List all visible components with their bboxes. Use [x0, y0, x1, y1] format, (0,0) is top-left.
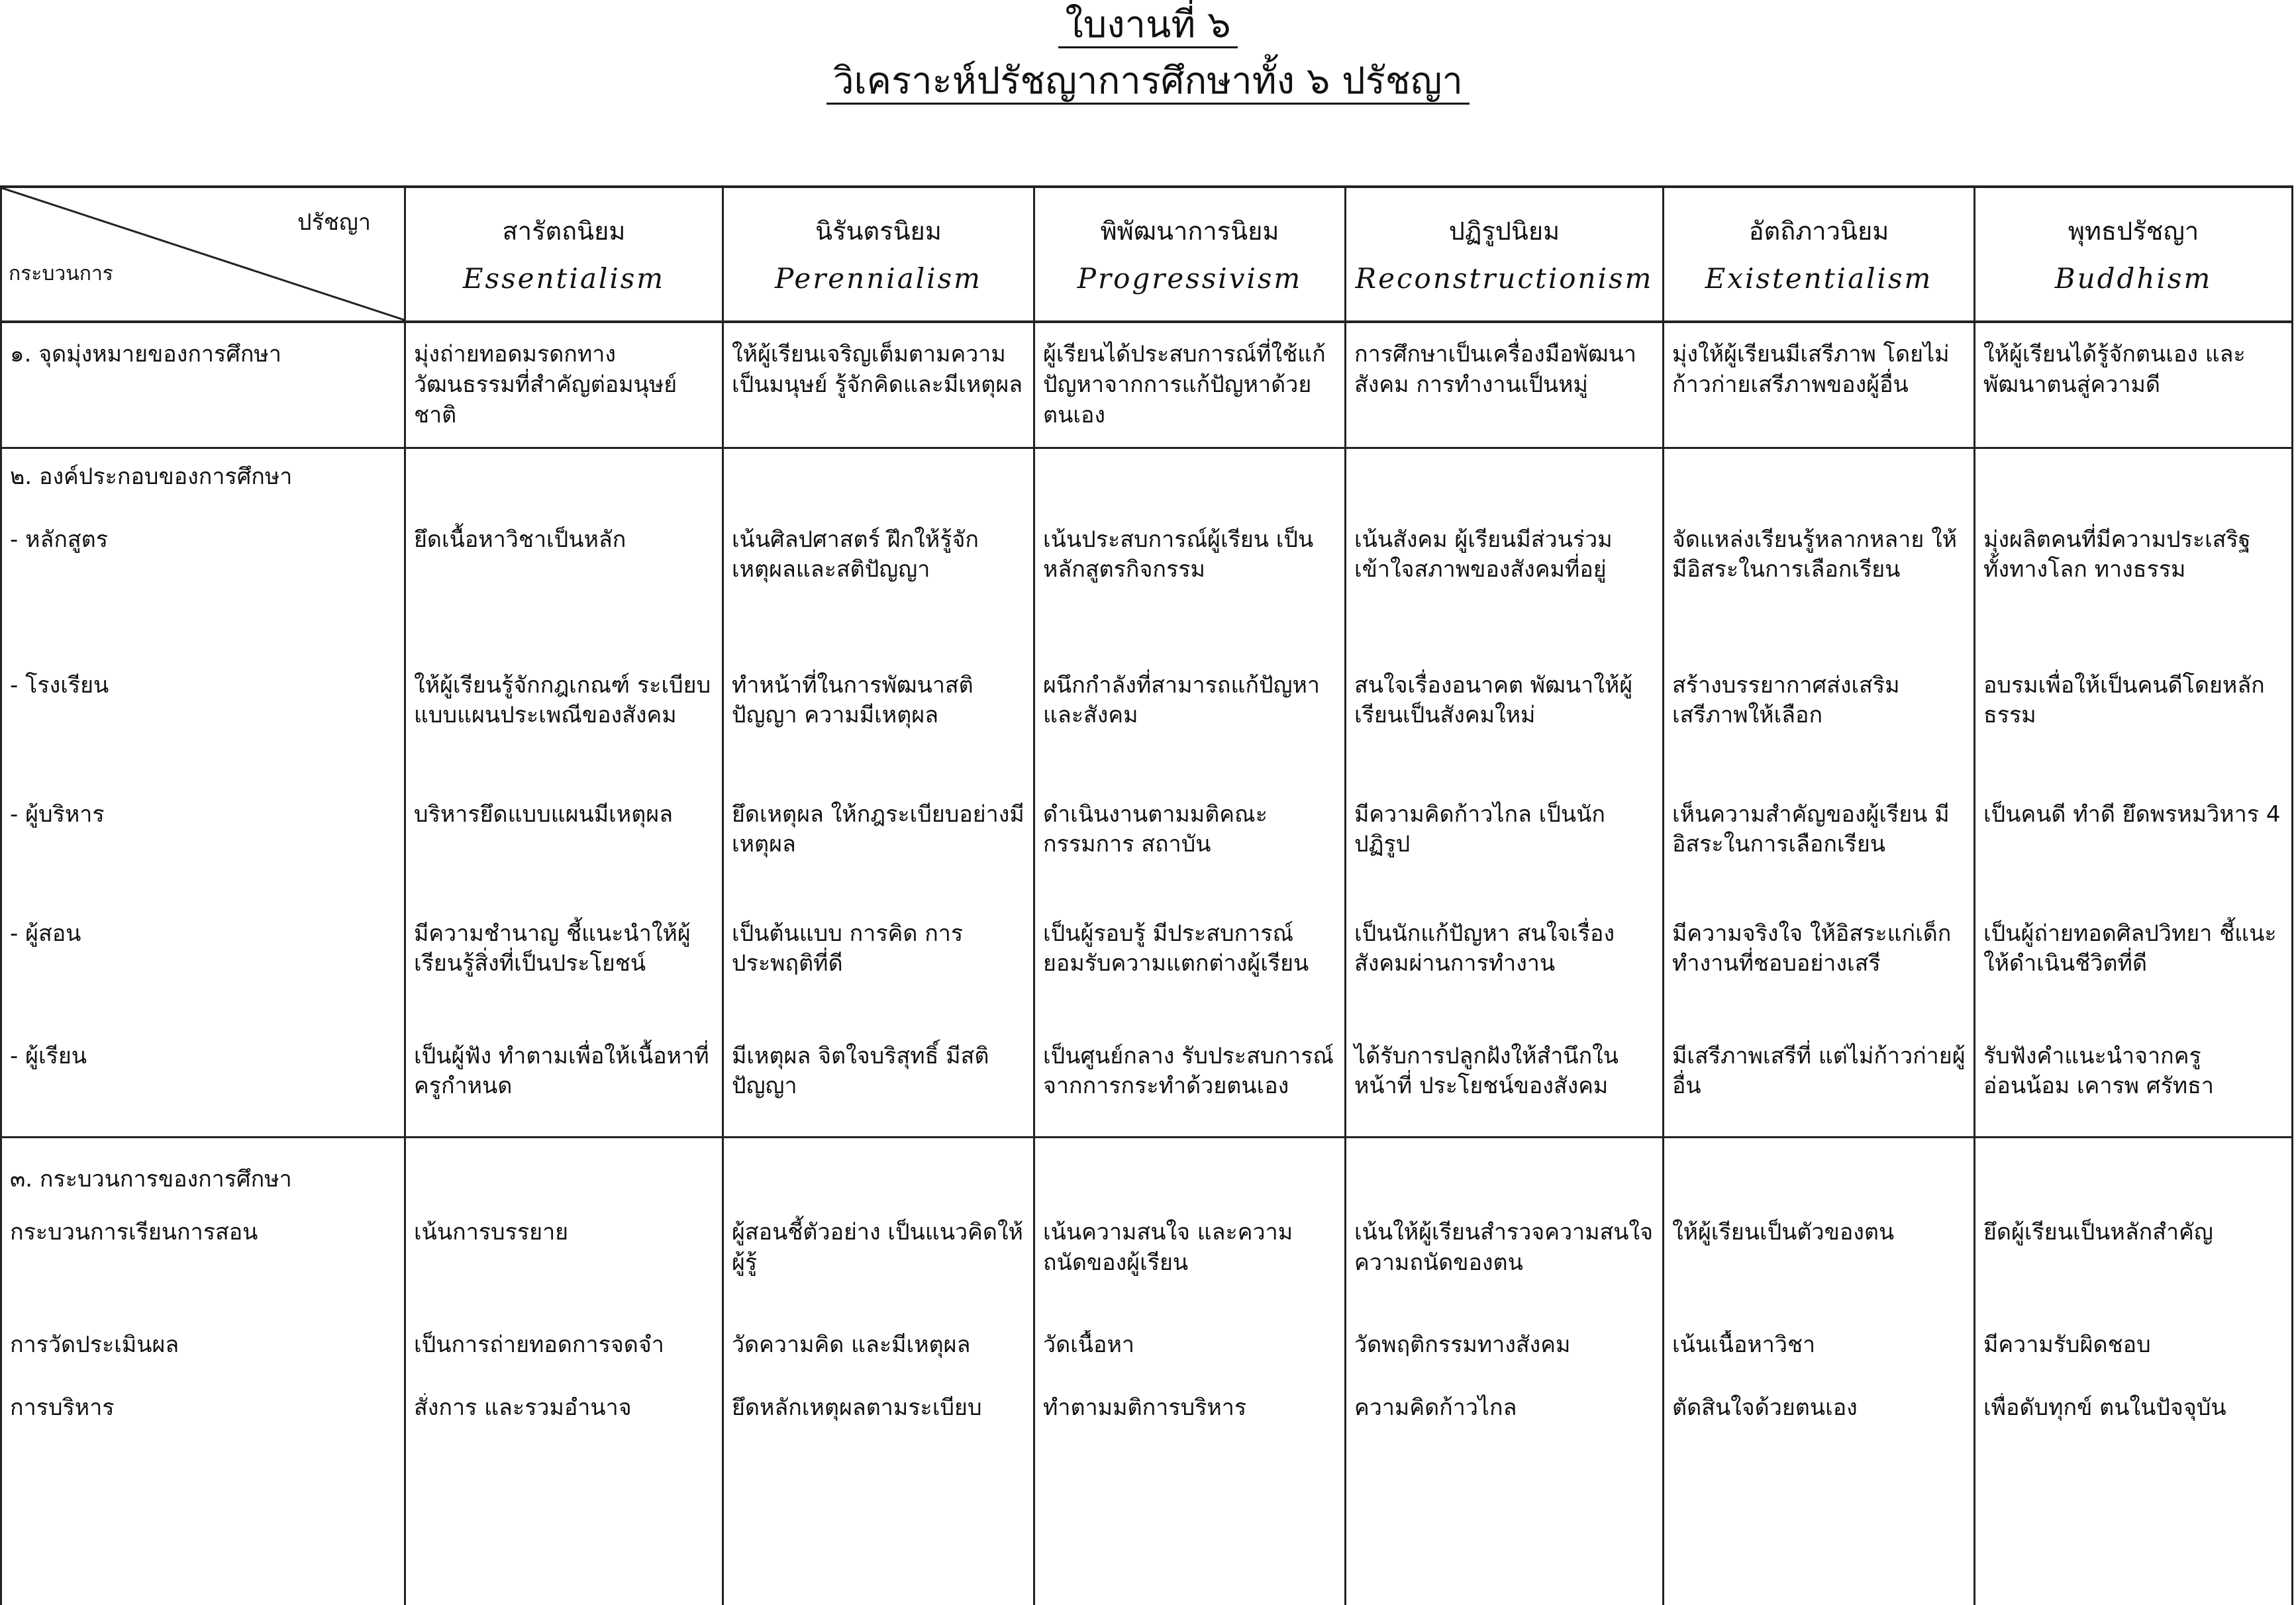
col-english: Reconstructionism	[1355, 262, 1654, 295]
corner-process-label: กระบวนการ	[9, 262, 113, 285]
worksheet-title	[0, 60, 2296, 103]
row-label: - โรงเรียน	[1, 654, 405, 787]
table-cell: วัดเนื้อหา	[1034, 1330, 1346, 1393]
table-cell: เน้นเนื้อหาวิชา	[1664, 1330, 1975, 1393]
empty-cell	[1346, 448, 1664, 509]
table-cell: มีความชำนาญ ชี้แนะนำให้ผู้เรียนรู้สิ่งที่เป็นประโยชน์	[405, 906, 723, 1032]
row-label: - ผู้เรียน	[1, 1032, 405, 1138]
table-cell: มีความรับผิดชอบ	[1975, 1330, 2293, 1393]
table-cell: ยึดหลักเหตุผลตามระเบียบ	[723, 1393, 1034, 1605]
table-cell: ตัดสินใจด้วยตนเอง	[1664, 1393, 1975, 1605]
col-essentialism	[405, 187, 723, 322]
col-english: Essentialism	[462, 262, 666, 295]
col-progressivism	[1034, 187, 1346, 322]
table-cell: สร้างบรรยากาศส่งเสริมเสรีภาพให้เลือก	[1664, 654, 1975, 787]
worksheet-title-text: วิเคราะห์ปรัชญาการศึกษาทั้ง ๖ ปรัชญา	[826, 60, 1470, 105]
empty-cell	[723, 1138, 1034, 1212]
col-buddhism	[1975, 187, 2293, 322]
empty-cell	[405, 1138, 723, 1212]
worksheet-number	[0, 3, 2296, 46]
table-cell: สั่งการ และรวมอำนาจ	[405, 1393, 723, 1605]
col-english: Perennialism	[775, 262, 982, 295]
row-evaluation	[1, 1330, 2293, 1393]
table-cell: มีความจริงใจ ให้อิสระแก่เด็ก ทำงานที่ชอบอย่างเสรี	[1664, 906, 1975, 1032]
col-thai: พิพัฒนาการนิยม	[1100, 217, 1279, 246]
table-cell: เป็นผู้รอบรู้ มีประสบการณ์ ยอมรับความแตกต่างผู้เรียน	[1034, 906, 1346, 1032]
table-cell: ผนึกกำลังที่สามารถแก้ปัญหาและสังคม	[1034, 654, 1346, 787]
table-cell: สนใจเรื่องอนาคต พัฒนาให้ผู้เรียนเป็นสังคมใหม่	[1346, 654, 1664, 787]
table-cell: รับฟังคำแนะนำจากครู อ่อนน้อม เคารพ ศรัทธา	[1975, 1032, 2293, 1138]
col-english: Existentialism	[1705, 262, 1933, 295]
table-cell: ความคิดก้าวไกล	[1346, 1393, 1664, 1605]
empty-cell	[1975, 1138, 2293, 1212]
header-row	[1, 187, 2293, 322]
table-cell: การศึกษาเป็นเครื่องมือพัฒนาสังคม การทำงานเป็นหมู่	[1346, 322, 1664, 448]
table-cell: เน้นความสนใจ และความถนัดของผู้เรียน	[1034, 1211, 1346, 1330]
table-cell: ยึดเนื้อหาวิชาเป็นหลัก	[405, 509, 723, 654]
table-cell: ยึดเหตุผล ให้กฎระเบียบอย่างมีเหตุผล	[723, 787, 1034, 906]
table-cell: ให้ผู้เรียนรู้จักกฎเกณฑ์ ระเบียบแบบแผนประเพณีของสังคม	[405, 654, 723, 787]
col-thai: ปฏิรูปนิยม	[1448, 217, 1560, 246]
row-label: - ผู้สอน	[1, 906, 405, 1032]
table-cell: มุ่งผลิตคนที่มีความประเสริฐ ทั้งทางโลก ทางธรรม	[1975, 509, 2293, 654]
table-cell: ทำตามมติการบริหาร	[1034, 1393, 1346, 1605]
row-teacher	[1, 906, 2293, 1032]
col-reconstructionism	[1346, 187, 1664, 322]
table-cell: เน้นศิลปศาสตร์ ฝึกให้รู้จักเหตุผลและสติปัญญา	[723, 509, 1034, 654]
table-cell: มุ่งให้ผู้เรียนมีเสรีภาพ โดยไม่ก้าวก่ายเสรีภาพของผู้อื่น	[1664, 322, 1975, 448]
section-label: ๓. กระบวนการของการศึกษา	[1, 1138, 405, 1212]
row-curriculum	[1, 509, 2293, 654]
row-components-heading	[1, 448, 2293, 509]
table-cell: เป็นผู้ฟัง ทำตามเพื่อให้เนื้อหาที่ครูกำหนด	[405, 1032, 723, 1138]
empty-cell	[723, 448, 1034, 509]
table-cell: อบรมเพื่อให้เป็นคนดีโดยหลักธรรม	[1975, 654, 2293, 787]
table-cell: เป็นศูนย์กลาง รับประสบการณ์จากการกระทำด้วยตนเอง	[1034, 1032, 1346, 1138]
row-process-heading	[1, 1138, 2293, 1212]
section-label: ๒. องค์ประกอบของการศึกษา	[1, 448, 405, 509]
row-learner	[1, 1032, 2293, 1138]
empty-cell	[1034, 1138, 1346, 1212]
col-english: Buddhism	[2054, 262, 2213, 295]
row-admin	[1, 787, 2293, 906]
row-aim	[1, 322, 2293, 448]
row-management	[1, 1393, 2293, 1605]
col-perennialism	[723, 187, 1034, 322]
table-cell: ทำหน้าที่ในการพัฒนาสติปัญญา ความมีเหตุผล	[723, 654, 1034, 787]
table-cell: เป็นการถ่ายทอดการจดจำ	[405, 1330, 723, 1393]
empty-cell	[1664, 1138, 1975, 1212]
col-thai: นิรันตรนิยม	[815, 217, 942, 246]
row-teaching	[1, 1211, 2293, 1330]
table-cell: ให้ผู้เรียนเป็นตัวของตน	[1664, 1211, 1975, 1330]
row-school	[1, 654, 2293, 787]
table-cell: ให้ผู้เรียนเจริญเต็มตามความเป็นมนุษย์ รู้จักคิดและมีเหตุผล	[723, 322, 1034, 448]
corner-cell	[1, 187, 405, 322]
corner-philosophy-label: ปรัชญา	[297, 209, 371, 236]
table-cell: เพื่อดับทุกข์ ตนในปัจจุบัน	[1975, 1393, 2293, 1605]
table-cell: เป็นต้นแบบ การคิด การประพฤติที่ดี	[723, 906, 1034, 1032]
table-cell: เน้นให้ผู้เรียนสำรวจความสนใจ ความถนัดของตน	[1346, 1211, 1664, 1330]
worksheet-number-text: ใบงานที่ ๖	[1058, 3, 1237, 48]
row-label: กระบวนการเรียนการสอน	[1, 1211, 405, 1330]
row-label: - หลักสูตร	[1, 509, 405, 654]
row-label: การบริหาร	[1, 1393, 405, 1605]
row-label: ๑. จุดมุ่งหมายของการศึกษา	[1, 322, 405, 448]
table-cell: ดำเนินงานตามมติคณะกรรมการ สถาบัน	[1034, 787, 1346, 906]
table-cell: มีเหตุผล จิตใจบริสุทธิ์ มีสติปัญญา	[723, 1032, 1034, 1138]
table-cell: เป็นคนดี ทำดี ยึดพรหมวิหาร 4	[1975, 787, 2293, 906]
table-cell: เน้นประสบการณ์ผู้เรียน เป็นหลักสูตรกิจกรรม	[1034, 509, 1346, 654]
table-cell: เน้นการบรรยาย	[405, 1211, 723, 1330]
table-cell: ผู้สอนชี้ตัวอย่าง เป็นแนวคิดให้ผู้รู้	[723, 1211, 1034, 1330]
table-cell: มีเสรีภาพเสรีที่ แต่ไม่ก้าวก่ายผู้อื่น	[1664, 1032, 1975, 1138]
row-label: การวัดประเมินผล	[1, 1330, 405, 1393]
table-cell: เป็นผู้ถ่ายทอดศิลปวิทยา ชี้แนะให้ดำเนินชีวิตที่ดี	[1975, 906, 2293, 1032]
table-cell: เน้นสังคม ผู้เรียนมีส่วนร่วมเข้าใจสภาพของสังคมที่อยู่	[1346, 509, 1664, 654]
empty-cell	[405, 448, 723, 509]
empty-cell	[1664, 448, 1975, 509]
col-thai: สารัตถนิยม	[502, 217, 626, 246]
table-cell: ให้ผู้เรียนได้รู้จักตนเอง และพัฒนาตนสู่ความดี	[1975, 322, 2293, 448]
col-english: Progressivism	[1077, 262, 1303, 295]
table-cell: ผู้เรียนได้ประสบการณ์ที่ใช้แก้ปัญหาจากการแก้ปัญหาด้วยตนเอง	[1034, 322, 1346, 448]
table-cell: จัดแหล่งเรียนรู้หลากหลาย ให้มีอิสระในการเลือกเรียน	[1664, 509, 1975, 654]
empty-cell	[1034, 448, 1346, 509]
col-thai: พุทธปรัชญา	[2068, 217, 2199, 246]
table-cell: วัดความคิด และมีเหตุผล	[723, 1330, 1034, 1393]
table-cell: เห็นความสำคัญของผู้เรียน มีอิสระในการเลือกเรียน	[1664, 787, 1975, 906]
empty-cell	[1975, 448, 2293, 509]
table-cell: ได้รับการปลูกฝังให้สำนึกในหน้าที่ ประโยชน์ของสังคม	[1346, 1032, 1664, 1138]
col-thai: อัตถิภาวนิยม	[1748, 217, 1889, 246]
row-label: - ผู้บริหาร	[1, 787, 405, 906]
table-cell: เป็นนักแก้ปัญหา สนใจเรื่องสังคมผ่านการทำงาน	[1346, 906, 1664, 1032]
empty-cell	[1346, 1138, 1664, 1212]
col-existentialism	[1664, 187, 1975, 322]
table-cell: มุ่งถ่ายทอดมรดกทางวัฒนธรรมที่สำคัญต่อมนุษย์ชาติ	[405, 322, 723, 448]
table-cell: ยึดผู้เรียนเป็นหลักสำคัญ	[1975, 1211, 2293, 1330]
table-cell: วัดพฤติกรรมทางสังคม	[1346, 1330, 1664, 1393]
table-cell: มีความคิดก้าวไกล เป็นนักปฏิรูป	[1346, 787, 1664, 906]
table-cell: บริหารยึดแบบแผนมีเหตุผล	[405, 787, 723, 906]
philosophy-table	[0, 185, 2293, 1605]
